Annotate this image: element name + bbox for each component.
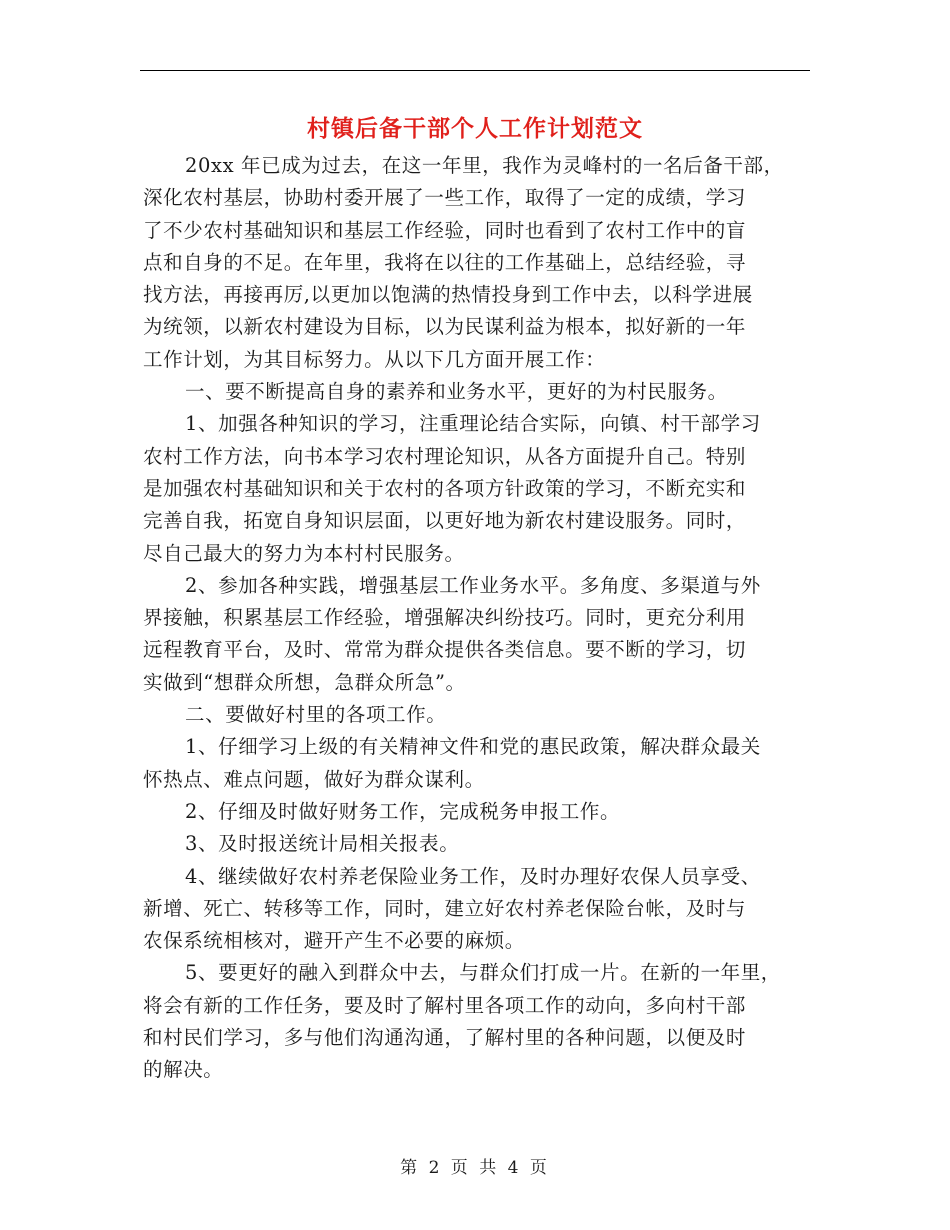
document-body [143, 150, 811, 1087]
text-line: 一、要不断提高自身的素养和业务水平，更好的为村民服务。 [185, 380, 728, 404]
text-line: 了不少农村基础知识和基层工作经验，同时也看到了农村工作中的盲 [143, 218, 747, 242]
document-title: 村镇后备干部个人工作计划范文 [307, 115, 643, 142]
text-line: 二、要做好村里的各项工作。 [185, 703, 447, 727]
text-line: 找方法，再接再厉,以更加以饱满的热情投身到工作中去，以科学进展 [143, 283, 753, 307]
text-line: 点和自身的不足。在年里，我将在以往的工作基础上，总结经验，寻 [143, 250, 747, 274]
text-line: 为统领，以新农村建设为目标，以为民谋利益为根本，拟好新的一年 [143, 315, 747, 339]
text-line: 实做到“想群众所想，急群众所急”。 [143, 670, 466, 694]
text-line: 是加强农村基础知识和关于农村的各项方针政策的学习，不断充实和 [143, 476, 747, 500]
text-line: 完善自我，拓宽自身知识层面，以更好地为新农村建设服务。同时， [143, 509, 747, 533]
text-line: 远程教育平台，及时、常常为群众提供各类信息。要不断的学习，切 [143, 638, 747, 662]
text-line: 农保系统相核对，避开产生不必要的麻烦。 [143, 929, 525, 953]
page-number-footer: 第 2 页 共 4 页 [400, 1158, 550, 1178]
text-line: 深化农村基层，协助村委开展了一些工作，取得了一定的成绩，学习 [143, 186, 747, 210]
text-line: 1、加强各种知识的学习，注重理论结合实际，向镇、村干部学习 [185, 412, 761, 436]
text-line: 1、仔细学习上级的有关精神文件和党的惠民政策，解决群众最关 [185, 735, 761, 759]
text-line: 尽自己最大的努力为本村村民服务。 [143, 541, 465, 565]
text-line: 2、仔细及时做好财务工作，完成税务申报工作。 [185, 799, 621, 823]
text-line: 新增、死亡、转移等工作，同时，建立好农村养老保险台帐，及时与 [143, 896, 747, 920]
text-line: 将会有新的工作任务，要及时了解村里各项工作的动向，多向村干部 [143, 993, 747, 1017]
text-line: 工作计划，为其目标努力。从以下几方面开展工作： [143, 347, 606, 371]
text-line: 2、参加各种实践，增强基层工作业务水平。多角度、多渠道与外 [185, 573, 761, 597]
text-line: 怀热点、难点问题，做好为群众谋利。 [143, 767, 485, 791]
text-line: 界接触，积累基层工作经验，增强解决纠纷技巧。同时，更充分利用 [143, 606, 747, 630]
text-line: 农村工作方法，向书本学习农村理论知识，从各方面提升自己。特别 [143, 444, 747, 468]
text-line: 20xx 年已成为过去，在这一年里，我作为灵峰村的一名后备干部， [185, 154, 784, 177]
text-line: 5、要更好的融入到群众中去，与群众们打成一片。在新的一年里， [185, 961, 781, 985]
text-line: 4、继续做好农村养老保险业务工作，及时办理好农保人员享受、 [185, 864, 761, 888]
text-line: 和村民们学习，多与他们沟通沟通，了解村里的各种问题，以便及时 [143, 1026, 747, 1050]
text-line: 的解决。 [143, 1058, 224, 1082]
text-line: 3、及时报送统计局相关报表。 [185, 832, 460, 856]
header-rule [140, 70, 810, 71]
